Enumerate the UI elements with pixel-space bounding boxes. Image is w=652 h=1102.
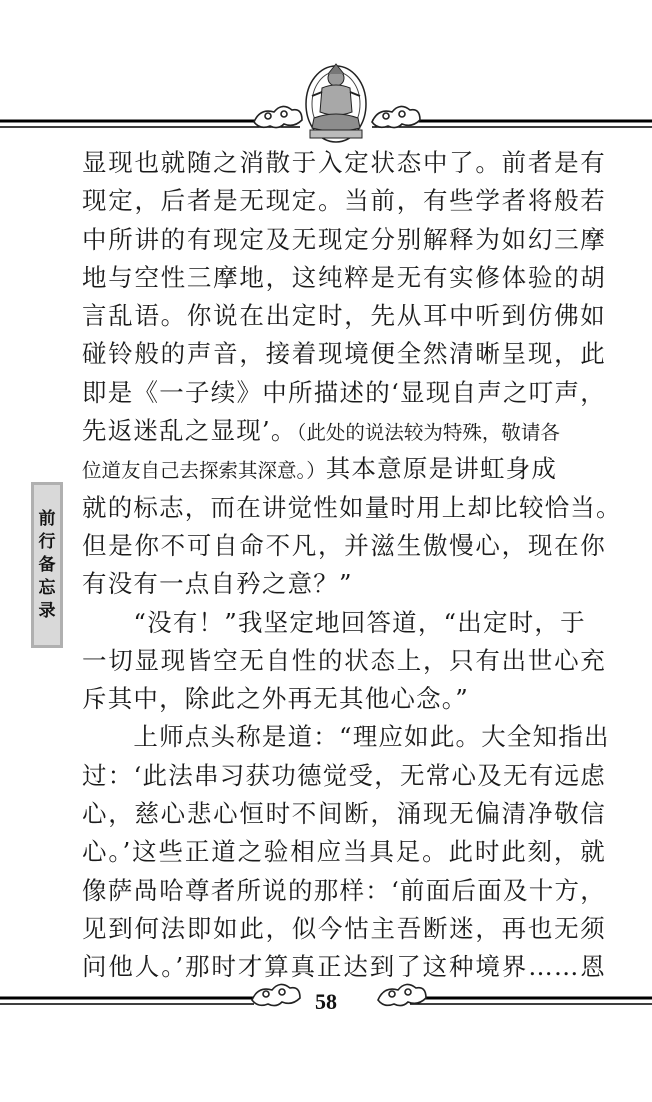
text-line: 有没有一点自矜之意？”	[82, 569, 353, 599]
side-tab	[31, 482, 63, 648]
text-line: 斥其中，除此之外再无其他心念。”	[82, 684, 469, 714]
annotation-text: 位道友自己去探索其深意。）	[82, 459, 326, 483]
text-line: 问他人。’那时才算真正达到了这种境界……恩	[82, 952, 606, 982]
text-line: 见到何法即如此，似今怙主吾断迷，再也无须	[82, 913, 606, 943]
text-line: 言乱语。你说在出定时，先从耳中听到仿佛如	[82, 301, 606, 331]
text-line: 中所讲的有现定及无现定分别解释为如幻三摩	[82, 224, 606, 254]
text-line: 心。’这些正道之验相应当具足。此时此刻，就	[82, 837, 606, 867]
text-line: 一切显现皆空无自性的状态上，只有出世心充	[82, 645, 606, 675]
text-line: 位道友自己去探索其深意。）其本意原是讲虹身成	[82, 454, 558, 484]
text-line: 即是《一子续》中所描述的‘显现自声之叮声，	[82, 377, 606, 407]
text-line: 心，慈心悲心恒时不间断，涌现无偏清净敬信	[82, 799, 606, 829]
header-ornament	[0, 52, 652, 144]
text-line: 现定，后者是无现定。当前，有些学者将般若	[82, 186, 606, 216]
deity-figure-icon	[306, 64, 366, 142]
cloud-ornament-icon	[372, 106, 420, 127]
text-line: “没有！”我坚定地回答道，“出定时，于	[82, 607, 586, 637]
text-line: 碰铃般的声音，接着现境便全然清晰呈现，此	[82, 339, 606, 369]
body-text	[82, 144, 622, 987]
text-line: 地与空性三摩地，这纯粹是无有实修体验的胡	[82, 262, 606, 292]
page-number: 58	[315, 989, 337, 1014]
side-tab-label: 前行备忘录	[38, 508, 56, 621]
cloud-ornament-icon	[254, 106, 302, 127]
text-line: 像萨咼哈尊者所说的那样：‘前面后面及十方，	[82, 875, 606, 905]
text-line: 但是你不可自命不凡，并滋生傲慢心，现在你	[82, 530, 606, 560]
text-line: 就的标志，而在讲觉性如量时用上却比较恰当。	[82, 492, 622, 522]
text-line: 过：‘此法串习获功德觉受，无常心及无有远虑	[82, 760, 606, 790]
text-line: 先返迷乱之显现’。（此处的说法较为特殊，敬请各	[82, 416, 560, 446]
text-line: 上师点头称是道：“理应如此。大全知指出	[82, 722, 610, 752]
annotation-text: （此处的说法较为特殊，敬请各	[296, 421, 560, 445]
text-line: 显现也就随之消散于入定状态中了。前者是有	[82, 148, 606, 177]
